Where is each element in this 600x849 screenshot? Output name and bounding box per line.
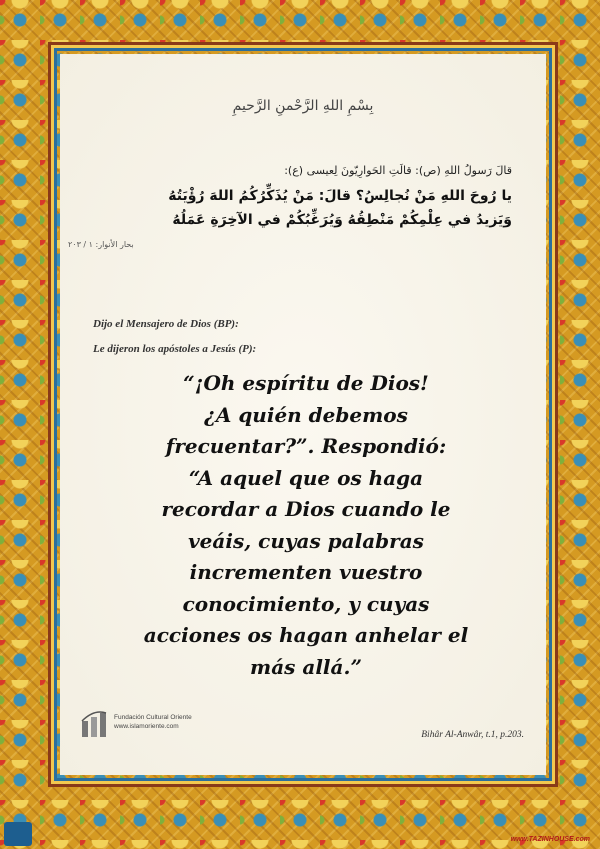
spanish-hadith [96, 368, 516, 683]
spanish-hadith-line: incrementen vuestro [189, 560, 423, 584]
foundation-url[interactable]: www.islamoriente.com [114, 723, 179, 730]
publisher-logo-icon [4, 822, 32, 846]
spanish-hadith-line: veáis, cuyas palabras [188, 528, 424, 553]
spanish-hadith-line: “A aquel que os haga [188, 465, 424, 490]
basmala: بِسْمِ اللهِ الرَّحْمنِ الرَّحيمِ [232, 98, 374, 114]
spanish-hadith-line: recordar a Dios cuando le [161, 497, 451, 521]
watermark-url[interactable]: www.TAZINHOUSE.com [510, 836, 590, 843]
arabic-reference: بحار الأنوار: ١ / ٢٠٣ [68, 240, 134, 249]
spanish-intro-2: Le dijeron los apóstoles a Jesús (P): [93, 343, 257, 355]
foundation-logo-icon [80, 711, 110, 739]
arabic-hadith [82, 184, 512, 232]
arabic-hadith-line: وَيَزيدُ في عِلْمِكُمْ مَنْطِقُهُ وَيُرَغِّبُكُمْ في الآخِرَةِ عَمَلُهُ [172, 212, 512, 228]
spanish-hadith-line: ¿A quién debemos [204, 402, 408, 427]
arabic-intro: قالَ رَسولُ اللهِ (ص): قالَتِ الحَوارِيّونَ لِعيسى (ع): [284, 164, 512, 177]
spanish-hadith-line: “¡Oh espíritu de Dios! [183, 371, 429, 395]
spanish-hadith-line: frecuentar?”. Respondió: [165, 434, 447, 458]
arabic-hadith-line: يا رُوحَ اللهِ مَنْ نُجالِسُ؟ قالَ: مَنْ يُذَكِّرُكُمُ اللهَ رُؤْيَتُهُ [168, 188, 512, 204]
spanish-hadith-line: conocimiento, y cuyas [182, 591, 430, 616]
source-citation: Bihâr Al-Anwâr, t.1, p.203. [421, 730, 524, 740]
foundation-name: Fundación Cultural Oriente [114, 714, 192, 721]
content-panel [60, 54, 546, 775]
foundation-info [114, 713, 192, 731]
spanish-hadith-line: más allá.” [250, 654, 362, 679]
spanish-intro-1: Dijo el Mensajero de Dios (BP): [93, 318, 239, 330]
spanish-hadith-line: acciones os hagan anhelar el [143, 623, 469, 647]
